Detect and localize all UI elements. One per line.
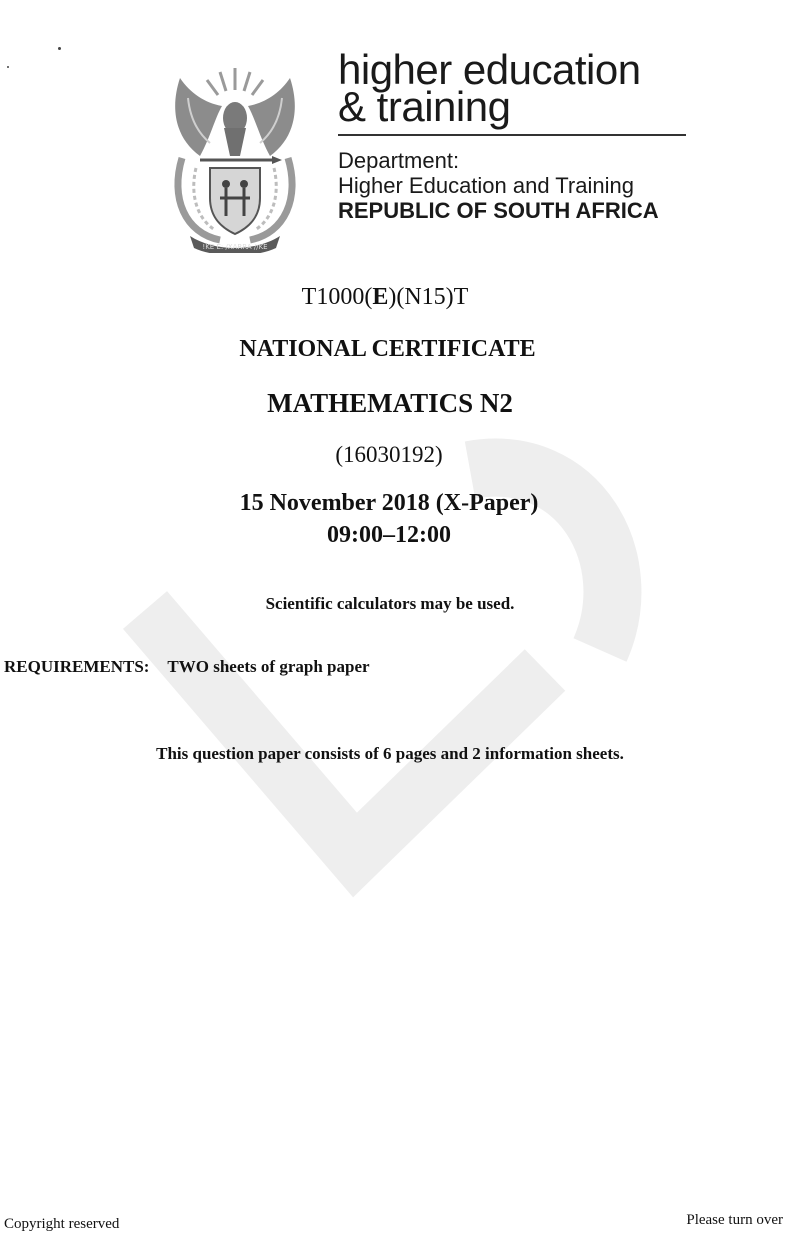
requirements-line [4, 657, 370, 677]
requirements-label: REQUIREMENTS: [4, 657, 150, 676]
paper-code-prefix: T1000( [301, 284, 373, 310]
certificate-title: NATIONAL CERTIFICATE [239, 336, 536, 362]
country-name: REPUBLIC OF SOUTH AFRICA [338, 198, 659, 223]
brand-title-line-1: higher education [338, 46, 641, 93]
paper-code [0, 284, 770, 311]
exam-time: 09:00–12:00 [327, 522, 451, 548]
calculator-note: Scientific calculators may be used. [265, 594, 515, 613]
exam-date: 15 November 2018 (X-Paper) [239, 490, 539, 516]
requirements-value: TWO sheets of graph paper [167, 657, 370, 676]
footer-turn-over: Please turn over [686, 1212, 783, 1228]
motto-text: !KE E: /XARRA //KE [202, 243, 268, 251]
scan-speck [58, 47, 61, 50]
subject-title: MATHEMATICS N2 [267, 388, 513, 418]
coat-of-arms-logo [160, 58, 310, 253]
department-label: Department: [338, 148, 460, 173]
footer-copyright: Copyright reserved [4, 1216, 120, 1232]
department-branding [338, 46, 698, 223]
page-count-note: This question paper consists of 6 pages and 2 information sheets. [156, 744, 624, 763]
brand-divider [338, 134, 686, 136]
paper-code-language: E [372, 284, 389, 310]
brand-title-line-2: & training [338, 83, 511, 130]
department-name: Higher Education and Training [338, 173, 634, 198]
scan-speck [7, 66, 9, 68]
paper-code-suffix: )(N15)T [388, 284, 469, 310]
subject-code: (16030192) [335, 442, 443, 467]
